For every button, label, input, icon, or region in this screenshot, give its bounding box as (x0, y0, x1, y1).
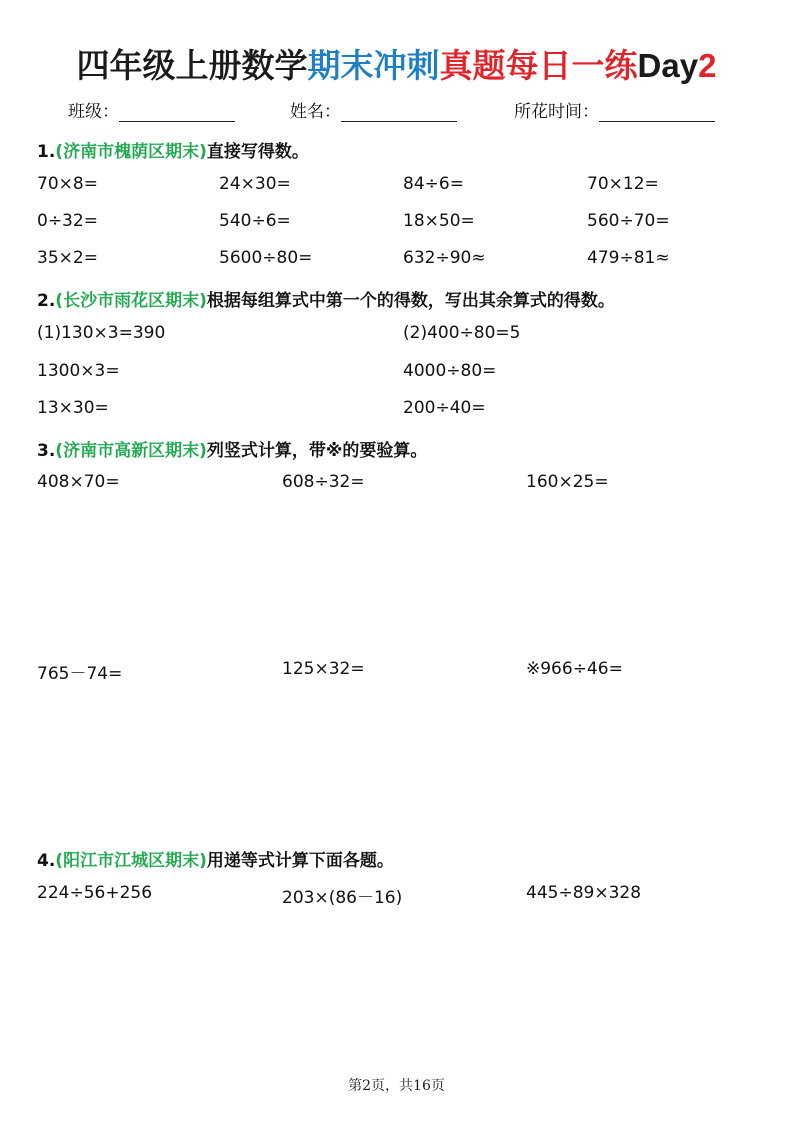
question-instruction: 根据每组算式中第一个的得数，写出其余算式的得数。 (206, 291, 615, 311)
title-part-daily: 真题每日一练 (439, 46, 638, 85)
q1-item: 479÷81≈ (587, 248, 670, 268)
q1-item: 540÷6= (219, 211, 291, 231)
q4-item: 224÷56+256 (37, 883, 153, 903)
question-2-heading (37, 286, 615, 311)
q1-item: 70×8= (37, 174, 98, 194)
question-number: 4. (37, 851, 56, 871)
time-blank[interactable] (599, 103, 715, 122)
q1-item: 35×2= (37, 248, 98, 268)
q1-item: 70×12= (587, 174, 659, 194)
name-field (290, 97, 457, 122)
question-source: (济南市槐荫区期末) (55, 142, 207, 162)
question-source: (阳江市江城区期末) (55, 851, 207, 871)
name-blank[interactable] (341, 103, 457, 122)
title-part-day: Day (637, 47, 699, 84)
time-field (514, 97, 715, 122)
q2-item: 1300×3= (37, 361, 120, 381)
q3-item: 408×70= (37, 472, 120, 492)
title-part-grade: 四年级上册数学 (76, 46, 308, 85)
q1-item: 0÷32= (37, 211, 98, 231)
class-label: 班级： (68, 102, 119, 122)
question-instruction: 用递等式计算下面各题。 (206, 851, 394, 871)
q1-item: 84÷6= (403, 174, 464, 194)
q1-item: 632÷90≈ (403, 248, 486, 268)
question-4-heading (37, 846, 394, 871)
q1-item: 5600÷80= (219, 248, 313, 268)
page-title (0, 40, 793, 87)
q3-item: 608÷32= (282, 472, 365, 492)
q1-item: 18×50= (403, 211, 475, 231)
q1-item: 24×30= (219, 174, 291, 194)
q3-item: 160×25= (526, 472, 609, 492)
q4-item: 445÷89×328 (526, 883, 642, 903)
q2-item: 13×30= (37, 398, 109, 418)
question-source: (济南市高新区期末) (55, 441, 207, 461)
name-label: 姓名： (290, 102, 341, 122)
q3-item: 765－74= (37, 664, 123, 684)
q3-item: ※966÷46= (526, 659, 623, 679)
page-footer: 第2页，共16页 (348, 1078, 445, 1094)
question-number: 2. (37, 291, 56, 311)
question-instruction: 列竖式计算，带※的要验算。 (206, 441, 428, 461)
time-label: 所花时间： (514, 102, 599, 122)
q4-item: 203×(86－16) (282, 888, 403, 908)
class-blank[interactable] (119, 103, 235, 122)
question-1-heading (37, 137, 309, 162)
question-3-heading (37, 436, 427, 461)
q2-item: 200÷40= (403, 398, 486, 418)
question-source: (长沙市雨花区期末) (55, 291, 207, 311)
title-part-sprint: 期末冲刺 (307, 46, 440, 85)
question-number: 1. (37, 142, 56, 162)
q2-item: (2)400÷80=5 (403, 323, 521, 343)
question-number: 3. (37, 441, 56, 461)
q2-item: (1)130×3=390 (37, 323, 166, 343)
class-field (68, 97, 235, 122)
title-part-daynum: 2 (698, 47, 717, 84)
q2-item: 4000÷80= (403, 361, 497, 381)
question-instruction: 直接写得数。 (206, 142, 309, 162)
q1-item: 560÷70= (587, 211, 670, 231)
q3-item: 125×32= (282, 659, 365, 679)
